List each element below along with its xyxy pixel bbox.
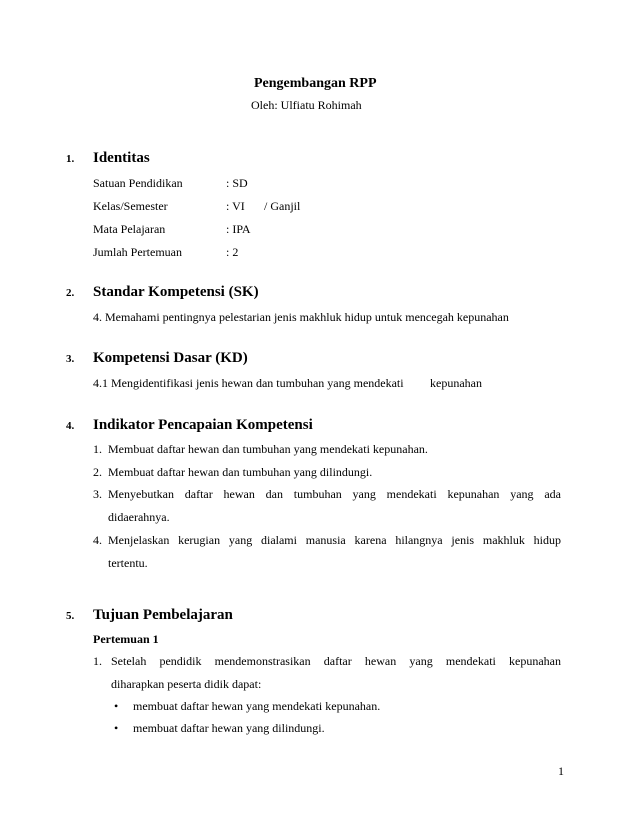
list-item-number: 4. <box>93 533 102 547</box>
identitas-label: Mata Pelajaran <box>93 222 166 236</box>
section-number: 3. <box>66 353 75 365</box>
identitas-value: : SD <box>226 176 248 190</box>
subheading-pertemuan: Pertemuan 1 <box>93 632 159 646</box>
identitas-value: : 2 <box>226 245 239 259</box>
list-item-number: 1. <box>93 654 102 668</box>
list-item: Membuat daftar hewan dan tumbuhan yang dilindungi. <box>108 465 373 479</box>
list-item-continuation: didaerahnya. <box>108 510 170 524</box>
list-item: Membuat daftar hewan dan tumbuhan yang mendekati kepunahan. <box>108 442 428 456</box>
page-title: Pengembangan RPP <box>254 76 377 91</box>
identitas-label: Satuan Pendidikan <box>93 176 183 190</box>
list-item: Menjelaskan kerugian yang dialami manusia karena hilangnya jenis makhluk hidup <box>108 533 561 547</box>
page-number: 1 <box>558 764 564 778</box>
section-number: 4. <box>66 420 75 432</box>
list-item-continuation: diharapkan peserta didik dapat: <box>111 677 262 691</box>
sk-text: 4. Memahami pentingnya pelestarian jenis makhluk hidup untuk mencegah kepunahan <box>93 310 509 324</box>
list-item-continuation: tertentu. <box>108 556 148 570</box>
section-heading-identitas: Identitas <box>93 150 150 166</box>
bullet-icon: • <box>114 699 119 713</box>
bullet-item: membuat daftar hewan yang dilindungi. <box>133 721 325 735</box>
identitas-value: : IPA <box>226 222 251 236</box>
bullet-icon: • <box>114 721 119 735</box>
identitas-label: Jumlah Pertemuan <box>93 245 182 259</box>
section-heading-tujuan: Tujuan Pembelajaran <box>93 607 233 623</box>
identitas-label: Kelas/Semester <box>93 199 168 213</box>
kd-text-tail: kepunahan <box>430 376 482 390</box>
list-item-number: 2. <box>93 465 102 479</box>
section-number: 2. <box>66 287 75 299</box>
section-heading-indikator: Indikator Pencapaian Kompetensi <box>93 417 313 433</box>
section-heading-sk: Standar Kompetensi (SK) <box>93 284 259 300</box>
list-item-number: 1. <box>93 442 102 456</box>
list-item-number: 3. <box>93 487 102 501</box>
identitas-value-extra: / Ganjil <box>264 199 301 213</box>
identitas-value: : VI <box>226 199 245 213</box>
section-number: 5. <box>66 610 75 622</box>
list-item: Setelah pendidik mendemonstrasikan daftar hewan yang mendekati kepunahan <box>111 654 561 668</box>
list-item: Menyebutkan daftar hewan dan tumbuhan yang mendekati kepunahan yang ada <box>108 487 561 501</box>
bullet-item: membuat daftar hewan yang mendekati kepunahan. <box>133 699 381 713</box>
author-line: Oleh: Ulfiatu Rohimah <box>251 98 362 112</box>
section-heading-kd: Kompetensi Dasar (KD) <box>93 350 248 366</box>
kd-text: 4.1 Mengidentifikasi jenis hewan dan tumbuhan yang mendekati <box>93 376 404 390</box>
section-number: 1. <box>66 153 75 165</box>
